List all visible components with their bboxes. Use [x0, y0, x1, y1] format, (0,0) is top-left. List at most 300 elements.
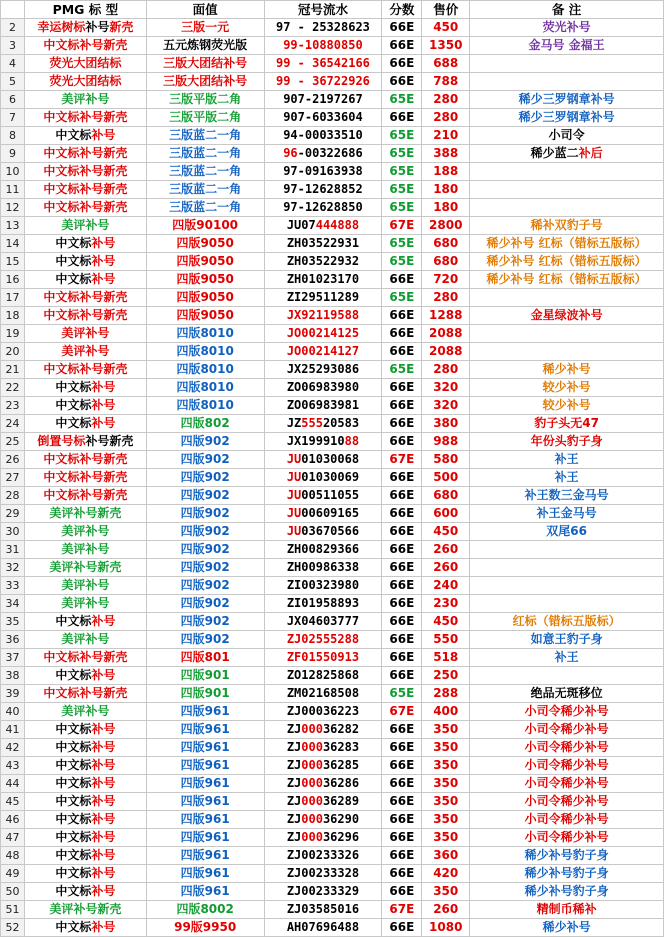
cell-score[interactable]	[382, 37, 422, 55]
cell-price[interactable]	[422, 883, 470, 901]
cell-price[interactable]	[422, 37, 470, 55]
cell-pmg-type[interactable]	[24, 883, 146, 901]
cell-note[interactable]	[470, 883, 664, 901]
cell-price[interactable]	[422, 523, 470, 541]
cell-note[interactable]	[470, 73, 664, 91]
cell-note[interactable]	[470, 127, 664, 145]
cell-serial[interactable]	[264, 199, 382, 217]
cell-price[interactable]	[422, 685, 470, 703]
cell-pmg-type[interactable]	[24, 379, 146, 397]
cell-note[interactable]	[470, 307, 664, 325]
cell-pmg-type[interactable]	[24, 829, 146, 847]
cell-price[interactable]	[422, 433, 470, 451]
cell-serial[interactable]	[264, 865, 382, 883]
cell-face-value[interactable]	[146, 757, 264, 775]
cell-note[interactable]	[470, 559, 664, 577]
cell-price[interactable]	[422, 379, 470, 397]
cell-serial[interactable]	[264, 163, 382, 181]
cell-pmg-type[interactable]	[24, 865, 146, 883]
cell-face-value[interactable]	[146, 235, 264, 253]
cell-price[interactable]	[422, 127, 470, 145]
cell-score[interactable]	[382, 271, 422, 289]
cell-pmg-type[interactable]	[24, 109, 146, 127]
cell-face-value[interactable]	[146, 91, 264, 109]
cell-serial[interactable]	[264, 559, 382, 577]
cell-price[interactable]	[422, 577, 470, 595]
cell-pmg-type[interactable]	[24, 631, 146, 649]
cell-score[interactable]	[382, 613, 422, 631]
cell-serial[interactable]	[264, 19, 382, 37]
cell-serial[interactable]	[264, 721, 382, 739]
cell-note[interactable]	[470, 397, 664, 415]
cell-note[interactable]	[470, 235, 664, 253]
cell-note[interactable]	[470, 757, 664, 775]
cell-face-value[interactable]	[146, 37, 264, 55]
cell-score[interactable]	[382, 649, 422, 667]
cell-note[interactable]	[470, 55, 664, 73]
cell-score[interactable]	[382, 703, 422, 721]
cell-pmg-type[interactable]	[24, 577, 146, 595]
cell-pmg-type[interactable]	[24, 487, 146, 505]
cell-serial[interactable]	[264, 37, 382, 55]
cell-face-value[interactable]	[146, 415, 264, 433]
cell-pmg-type[interactable]	[24, 289, 146, 307]
cell-face-value[interactable]	[146, 361, 264, 379]
cell-score[interactable]	[382, 253, 422, 271]
cell-note[interactable]	[470, 325, 664, 343]
cell-pmg-type[interactable]	[24, 73, 146, 91]
cell-face-value[interactable]	[146, 397, 264, 415]
cell-price[interactable]	[422, 415, 470, 433]
cell-score[interactable]	[382, 19, 422, 37]
cell-serial[interactable]	[264, 361, 382, 379]
cell-pmg-type[interactable]	[24, 37, 146, 55]
cell-note[interactable]	[470, 343, 664, 361]
cell-face-value[interactable]	[146, 523, 264, 541]
cell-pmg-type[interactable]	[24, 811, 146, 829]
cell-note[interactable]	[470, 253, 664, 271]
cell-face-value[interactable]	[146, 577, 264, 595]
cell-score[interactable]	[382, 901, 422, 919]
cell-price[interactable]	[422, 109, 470, 127]
cell-score[interactable]	[382, 325, 422, 343]
cell-serial[interactable]	[264, 595, 382, 613]
cell-face-value[interactable]	[146, 433, 264, 451]
cell-face-value[interactable]	[146, 541, 264, 559]
cell-score[interactable]	[382, 433, 422, 451]
cell-serial[interactable]	[264, 649, 382, 667]
cell-price[interactable]	[422, 901, 470, 919]
cell-pmg-type[interactable]	[24, 55, 146, 73]
cell-pmg-type[interactable]	[24, 361, 146, 379]
cell-face-value[interactable]	[146, 253, 264, 271]
cell-serial[interactable]	[264, 343, 382, 361]
cell-price[interactable]	[422, 649, 470, 667]
cell-serial[interactable]	[264, 253, 382, 271]
cell-price[interactable]	[422, 469, 470, 487]
cell-note[interactable]	[470, 469, 664, 487]
cell-face-value[interactable]	[146, 73, 264, 91]
cell-note[interactable]	[470, 721, 664, 739]
cell-note[interactable]	[470, 361, 664, 379]
cell-serial[interactable]	[264, 667, 382, 685]
cell-score[interactable]	[382, 577, 422, 595]
cell-pmg-type[interactable]	[24, 397, 146, 415]
cell-pmg-type[interactable]	[24, 469, 146, 487]
cell-face-value[interactable]	[146, 325, 264, 343]
cell-score[interactable]	[382, 109, 422, 127]
cell-note[interactable]	[470, 865, 664, 883]
cell-serial[interactable]	[264, 469, 382, 487]
cell-pmg-type[interactable]	[24, 325, 146, 343]
cell-face-value[interactable]	[146, 289, 264, 307]
cell-face-value[interactable]	[146, 451, 264, 469]
cell-face-value[interactable]	[146, 685, 264, 703]
cell-face-value[interactable]	[146, 55, 264, 73]
cell-face-value[interactable]	[146, 811, 264, 829]
cell-pmg-type[interactable]	[24, 505, 146, 523]
cell-serial[interactable]	[264, 541, 382, 559]
cell-face-value[interactable]	[146, 559, 264, 577]
cell-note[interactable]	[470, 523, 664, 541]
cell-score[interactable]	[382, 235, 422, 253]
cell-price[interactable]	[422, 199, 470, 217]
cell-score[interactable]	[382, 397, 422, 415]
cell-score[interactable]	[382, 379, 422, 397]
cell-note[interactable]	[470, 109, 664, 127]
cell-pmg-type[interactable]	[24, 433, 146, 451]
cell-note[interactable]	[470, 577, 664, 595]
cell-price[interactable]	[422, 559, 470, 577]
cell-serial[interactable]	[264, 397, 382, 415]
cell-score[interactable]	[382, 289, 422, 307]
cell-face-value[interactable]	[146, 181, 264, 199]
cell-note[interactable]	[470, 631, 664, 649]
cell-score[interactable]	[382, 163, 422, 181]
cell-note[interactable]	[470, 19, 664, 37]
cell-serial[interactable]	[264, 739, 382, 757]
cell-price[interactable]	[422, 595, 470, 613]
cell-score[interactable]	[382, 505, 422, 523]
cell-pmg-type[interactable]	[24, 217, 146, 235]
cell-face-value[interactable]	[146, 127, 264, 145]
cell-note[interactable]	[470, 649, 664, 667]
cell-price[interactable]	[422, 847, 470, 865]
cell-serial[interactable]	[264, 235, 382, 253]
cell-serial[interactable]	[264, 379, 382, 397]
cell-pmg-type[interactable]	[24, 901, 146, 919]
cell-note[interactable]	[470, 901, 664, 919]
cell-score[interactable]	[382, 739, 422, 757]
cell-note[interactable]	[470, 505, 664, 523]
cell-note[interactable]	[470, 451, 664, 469]
cell-note[interactable]	[470, 487, 664, 505]
cell-serial[interactable]	[264, 325, 382, 343]
cell-serial[interactable]	[264, 307, 382, 325]
cell-pmg-type[interactable]	[24, 685, 146, 703]
cell-note[interactable]	[470, 685, 664, 703]
cell-note[interactable]	[470, 613, 664, 631]
cell-serial[interactable]	[264, 181, 382, 199]
cell-serial[interactable]	[264, 271, 382, 289]
cell-serial[interactable]	[264, 577, 382, 595]
cell-note[interactable]	[470, 91, 664, 109]
cell-score[interactable]	[382, 469, 422, 487]
cell-serial[interactable]	[264, 217, 382, 235]
cell-serial[interactable]	[264, 703, 382, 721]
cell-serial[interactable]	[264, 145, 382, 163]
cell-face-value[interactable]	[146, 379, 264, 397]
cell-price[interactable]	[422, 55, 470, 73]
cell-pmg-type[interactable]	[24, 613, 146, 631]
cell-face-value[interactable]	[146, 343, 264, 361]
cell-pmg-type[interactable]	[24, 163, 146, 181]
cell-note[interactable]	[470, 595, 664, 613]
cell-pmg-type[interactable]	[24, 919, 146, 937]
cell-score[interactable]	[382, 685, 422, 703]
cell-note[interactable]	[470, 163, 664, 181]
cell-pmg-type[interactable]	[24, 757, 146, 775]
cell-pmg-type[interactable]	[24, 703, 146, 721]
cell-score[interactable]	[382, 55, 422, 73]
cell-score[interactable]	[382, 883, 422, 901]
cell-face-value[interactable]	[146, 487, 264, 505]
cell-price[interactable]	[422, 919, 470, 937]
cell-serial[interactable]	[264, 847, 382, 865]
cell-score[interactable]	[382, 487, 422, 505]
cell-score[interactable]	[382, 865, 422, 883]
cell-pmg-type[interactable]	[24, 721, 146, 739]
cell-face-value[interactable]	[146, 775, 264, 793]
cell-score[interactable]	[382, 451, 422, 469]
cell-price[interactable]	[422, 235, 470, 253]
cell-note[interactable]	[470, 739, 664, 757]
cell-note[interactable]	[470, 271, 664, 289]
cell-note[interactable]	[470, 703, 664, 721]
cell-note[interactable]	[470, 217, 664, 235]
cell-face-value[interactable]	[146, 919, 264, 937]
cell-serial[interactable]	[264, 91, 382, 109]
cell-score[interactable]	[382, 775, 422, 793]
cell-face-value[interactable]	[146, 19, 264, 37]
cell-face-value[interactable]	[146, 739, 264, 757]
cell-face-value[interactable]	[146, 793, 264, 811]
cell-face-value[interactable]	[146, 163, 264, 181]
cell-face-value[interactable]	[146, 631, 264, 649]
cell-note[interactable]	[470, 181, 664, 199]
cell-score[interactable]	[382, 181, 422, 199]
cell-score[interactable]	[382, 595, 422, 613]
cell-pmg-type[interactable]	[24, 775, 146, 793]
cell-serial[interactable]	[264, 505, 382, 523]
cell-price[interactable]	[422, 811, 470, 829]
cell-note[interactable]	[470, 433, 664, 451]
cell-score[interactable]	[382, 73, 422, 91]
cell-price[interactable]	[422, 487, 470, 505]
cell-note[interactable]	[470, 793, 664, 811]
cell-face-value[interactable]	[146, 109, 264, 127]
cell-score[interactable]	[382, 217, 422, 235]
cell-serial[interactable]	[264, 793, 382, 811]
cell-serial[interactable]	[264, 55, 382, 73]
cell-face-value[interactable]	[146, 667, 264, 685]
cell-score[interactable]	[382, 793, 422, 811]
cell-serial[interactable]	[264, 775, 382, 793]
cell-note[interactable]	[470, 829, 664, 847]
cell-price[interactable]	[422, 721, 470, 739]
cell-serial[interactable]	[264, 433, 382, 451]
cell-serial[interactable]	[264, 631, 382, 649]
cell-face-value[interactable]	[146, 883, 264, 901]
cell-price[interactable]	[422, 253, 470, 271]
cell-pmg-type[interactable]	[24, 415, 146, 433]
cell-price[interactable]	[422, 73, 470, 91]
cell-price[interactable]	[422, 19, 470, 37]
cell-note[interactable]	[470, 379, 664, 397]
cell-score[interactable]	[382, 829, 422, 847]
cell-score[interactable]	[382, 199, 422, 217]
cell-score[interactable]	[382, 145, 422, 163]
cell-note[interactable]	[470, 289, 664, 307]
cell-pmg-type[interactable]	[24, 595, 146, 613]
cell-pmg-type[interactable]	[24, 145, 146, 163]
cell-price[interactable]	[422, 793, 470, 811]
cell-note[interactable]	[470, 145, 664, 163]
cell-pmg-type[interactable]	[24, 271, 146, 289]
cell-pmg-type[interactable]	[24, 127, 146, 145]
cell-score[interactable]	[382, 523, 422, 541]
cell-serial[interactable]	[264, 415, 382, 433]
cell-serial[interactable]	[264, 901, 382, 919]
cell-pmg-type[interactable]	[24, 739, 146, 757]
cell-serial[interactable]	[264, 685, 382, 703]
cell-serial[interactable]	[264, 109, 382, 127]
cell-score[interactable]	[382, 757, 422, 775]
cell-price[interactable]	[422, 865, 470, 883]
cell-note[interactable]	[470, 37, 664, 55]
cell-price[interactable]	[422, 307, 470, 325]
cell-note[interactable]	[470, 919, 664, 937]
cell-score[interactable]	[382, 631, 422, 649]
cell-pmg-type[interactable]	[24, 649, 146, 667]
cell-score[interactable]	[382, 361, 422, 379]
cell-score[interactable]	[382, 667, 422, 685]
cell-serial[interactable]	[264, 289, 382, 307]
cell-price[interactable]	[422, 739, 470, 757]
cell-serial[interactable]	[264, 73, 382, 91]
cell-note[interactable]	[470, 199, 664, 217]
cell-pmg-type[interactable]	[24, 523, 146, 541]
cell-face-value[interactable]	[146, 199, 264, 217]
cell-price[interactable]	[422, 829, 470, 847]
cell-face-value[interactable]	[146, 847, 264, 865]
cell-price[interactable]	[422, 181, 470, 199]
cell-face-value[interactable]	[146, 901, 264, 919]
cell-score[interactable]	[382, 91, 422, 109]
cell-price[interactable]	[422, 361, 470, 379]
cell-pmg-type[interactable]	[24, 847, 146, 865]
cell-price[interactable]	[422, 271, 470, 289]
cell-score[interactable]	[382, 919, 422, 937]
cell-pmg-type[interactable]	[24, 559, 146, 577]
cell-pmg-type[interactable]	[24, 199, 146, 217]
cell-face-value[interactable]	[146, 649, 264, 667]
cell-price[interactable]	[422, 163, 470, 181]
cell-pmg-type[interactable]	[24, 541, 146, 559]
cell-pmg-type[interactable]	[24, 307, 146, 325]
cell-price[interactable]	[422, 631, 470, 649]
cell-score[interactable]	[382, 415, 422, 433]
cell-price[interactable]	[422, 505, 470, 523]
cell-pmg-type[interactable]	[24, 181, 146, 199]
cell-price[interactable]	[422, 775, 470, 793]
cell-score[interactable]	[382, 343, 422, 361]
cell-serial[interactable]	[264, 523, 382, 541]
cell-note[interactable]	[470, 775, 664, 793]
cell-price[interactable]	[422, 757, 470, 775]
cell-pmg-type[interactable]	[24, 793, 146, 811]
cell-face-value[interactable]	[146, 613, 264, 631]
cell-price[interactable]	[422, 145, 470, 163]
cell-face-value[interactable]	[146, 721, 264, 739]
cell-price[interactable]	[422, 451, 470, 469]
cell-serial[interactable]	[264, 757, 382, 775]
cell-face-value[interactable]	[146, 217, 264, 235]
cell-price[interactable]	[422, 703, 470, 721]
cell-note[interactable]	[470, 667, 664, 685]
cell-pmg-type[interactable]	[24, 235, 146, 253]
cell-price[interactable]	[422, 343, 470, 361]
cell-face-value[interactable]	[146, 271, 264, 289]
cell-price[interactable]	[422, 217, 470, 235]
cell-face-value[interactable]	[146, 505, 264, 523]
cell-serial[interactable]	[264, 883, 382, 901]
cell-note[interactable]	[470, 415, 664, 433]
cell-price[interactable]	[422, 397, 470, 415]
cell-pmg-type[interactable]	[24, 343, 146, 361]
cell-serial[interactable]	[264, 127, 382, 145]
cell-price[interactable]	[422, 91, 470, 109]
cell-pmg-type[interactable]	[24, 451, 146, 469]
cell-face-value[interactable]	[146, 829, 264, 847]
cell-face-value[interactable]	[146, 595, 264, 613]
cell-score[interactable]	[382, 127, 422, 145]
cell-pmg-type[interactable]	[24, 253, 146, 271]
cell-face-value[interactable]	[146, 307, 264, 325]
cell-serial[interactable]	[264, 487, 382, 505]
cell-pmg-type[interactable]	[24, 91, 146, 109]
cell-serial[interactable]	[264, 919, 382, 937]
cell-note[interactable]	[470, 847, 664, 865]
cell-serial[interactable]	[264, 829, 382, 847]
cell-score[interactable]	[382, 559, 422, 577]
cell-price[interactable]	[422, 667, 470, 685]
cell-face-value[interactable]	[146, 703, 264, 721]
cell-price[interactable]	[422, 289, 470, 307]
cell-price[interactable]	[422, 541, 470, 559]
cell-serial[interactable]	[264, 811, 382, 829]
cell-serial[interactable]	[264, 451, 382, 469]
cell-pmg-type[interactable]	[24, 19, 146, 37]
cell-score[interactable]	[382, 721, 422, 739]
cell-price[interactable]	[422, 325, 470, 343]
cell-face-value[interactable]	[146, 865, 264, 883]
cell-score[interactable]	[382, 307, 422, 325]
cell-price[interactable]	[422, 613, 470, 631]
cell-face-value[interactable]	[146, 469, 264, 487]
cell-note[interactable]	[470, 541, 664, 559]
cell-face-value[interactable]	[146, 145, 264, 163]
